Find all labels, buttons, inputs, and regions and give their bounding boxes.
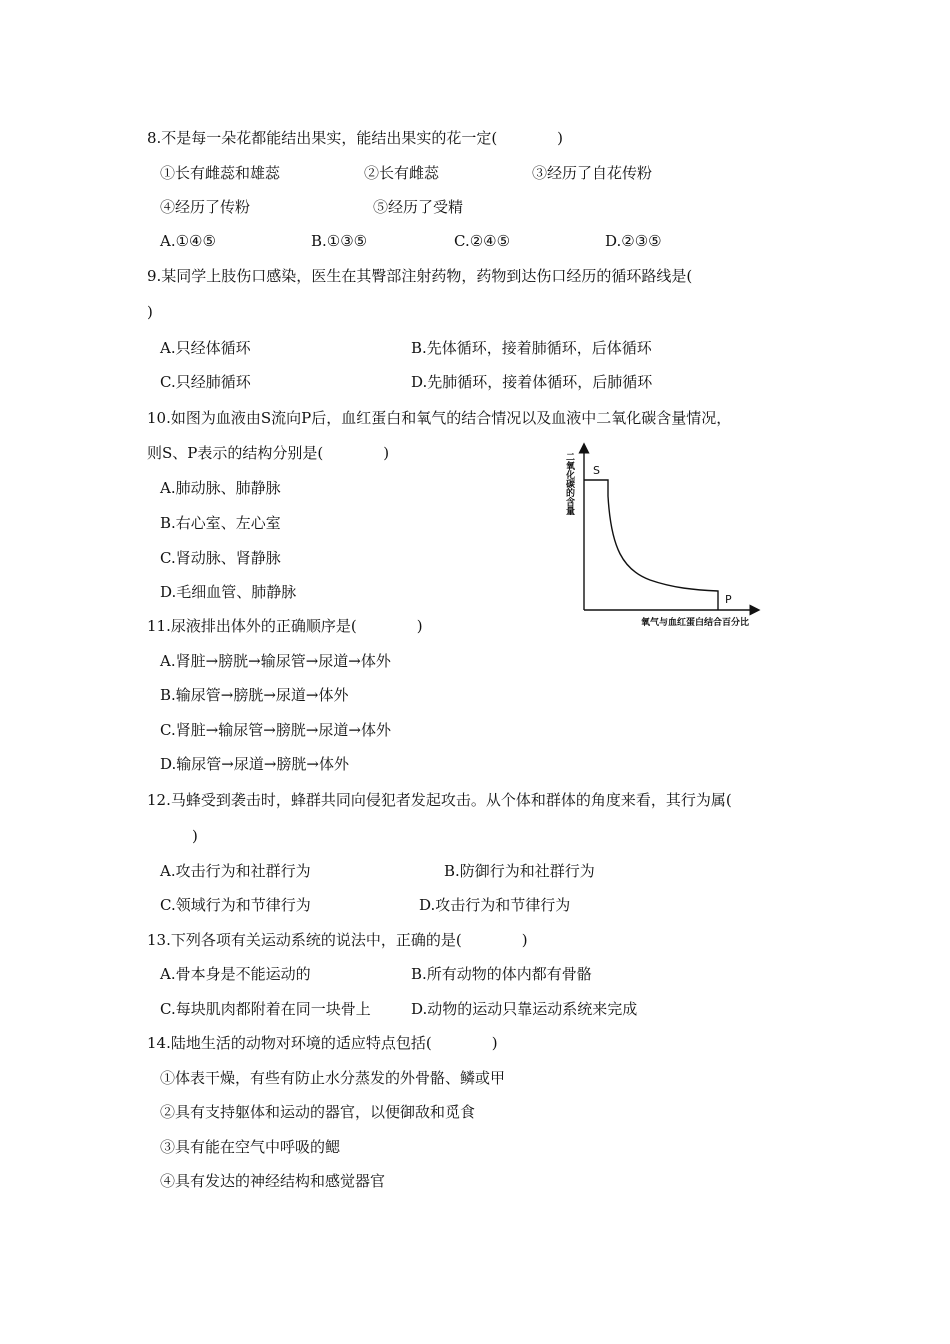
- q13-stem: 13.下列各项有关运动系统的说法中，正确的是( ): [147, 931, 528, 949]
- q8-statement-4: ④经历了传粉: [160, 198, 251, 216]
- q8-statement-1: ①长有雌蕊和雄蕊: [160, 164, 281, 182]
- q12-stem: 12.马蜂受到袭击时，蜂群共同向侵犯者发起攻击。从个体和群体的角度来看，其行为属(: [147, 791, 732, 809]
- q9-option-a: A.只经体循环: [160, 339, 251, 357]
- q14-statement-1: ①体表干燥，有些有防止水分蒸发的外骨骼、鳞或甲: [160, 1069, 506, 1087]
- q12-option-c: C.领域行为和节律行为: [160, 896, 311, 914]
- label-s: S: [593, 464, 600, 477]
- co2-curve: [584, 480, 718, 610]
- q11-option-d: D.输尿管→尿道→膀胱→体外: [160, 755, 349, 773]
- q10-option-d: D.毛细血管、肺静脉: [160, 583, 297, 601]
- q10-stem: 10.如图为血液由S流向P后，血红蛋白和氧气的结合情况以及血液中二氧化碳含量情况，: [147, 409, 732, 427]
- q8-option-d: D.②③⑤: [605, 232, 662, 250]
- label-p: P: [725, 593, 732, 606]
- q8-statement-3: ③经历了自花传粉: [532, 164, 653, 182]
- q12-option-a: A.攻击行为和社群行为: [160, 862, 311, 880]
- q8-option-c: C.②④⑤: [454, 232, 511, 250]
- q13-option-c: C.每块肌肉都附着在同一块骨上: [160, 1000, 371, 1018]
- q13-option-a: A.骨本身是不能运动的: [160, 965, 311, 983]
- q8-statement-5: ⑤经历了受精: [373, 198, 464, 216]
- q14-stem: 14.陆地生活的动物对环境的适应特点包括( ): [147, 1034, 498, 1052]
- q14-statement-2: ②具有支持躯体和运动的器官，以便御敌和觅食: [160, 1103, 476, 1121]
- x-axis-label: 氧气与血红蛋白结合百分比: [641, 618, 750, 628]
- y-axis-label: 二氧化碳的含量: [564, 452, 574, 515]
- q11-option-b: B.输尿管→膀胱→尿道→体外: [160, 686, 349, 704]
- q9-stem: 9.某同学上肢伤口感染，医生在其臀部注射药物，药物到达伤口经历的循环路线是(: [147, 267, 693, 285]
- q11-option-a: A.肾脏→膀胱→输尿管→尿道→体外: [160, 652, 391, 670]
- q12-option-d: D.攻击行为和节律行为: [419, 896, 571, 914]
- q9-option-d: D.先肺循环，接着体循环，后肺循环: [411, 373, 653, 391]
- q9-option-b: B.先体循环，接着肺循环，后体循环: [411, 339, 652, 357]
- q9-stem-cont: ): [147, 303, 153, 321]
- q9-option-c: C.只经肺循环: [160, 373, 251, 391]
- q10-option-a: A.肺动脉、肺静脉: [160, 479, 281, 497]
- q8-stem: 8.不是每一朵花都能结出果实，能结出果实的花一定( ): [147, 129, 564, 147]
- q10-figure: [555, 438, 770, 633]
- q8-statement-2: ②长有雌蕊: [364, 164, 440, 182]
- q10-stem-cont: 则S、P表示的结构分别是( ): [147, 444, 390, 462]
- q12-stem-cont: ): [192, 827, 198, 845]
- q8-option-b: B.①③⑤: [311, 232, 368, 250]
- q12-option-b: B.防御行为和社群行为: [444, 862, 595, 880]
- q11-option-c: C.肾脏→输尿管→膀胱→尿道→体外: [160, 721, 391, 739]
- q10-option-c: C.肾动脉、肾静脉: [160, 549, 281, 567]
- q13-option-d: D.动物的运动只靠运动系统来完成: [411, 1000, 638, 1018]
- q13-option-b: B.所有动物的体内都有骨骼: [411, 965, 592, 983]
- q14-statement-3: ③具有能在空气中呼吸的鳃: [160, 1138, 341, 1156]
- q14-statement-4: ④具有发达的神经结构和感觉器官: [160, 1172, 386, 1190]
- q11-stem: 11.尿液排出体外的正确顺序是( ): [147, 617, 423, 635]
- q10-option-b: B.右心室、左心室: [160, 514, 281, 532]
- q8-option-a: A.①④⑤: [160, 232, 216, 250]
